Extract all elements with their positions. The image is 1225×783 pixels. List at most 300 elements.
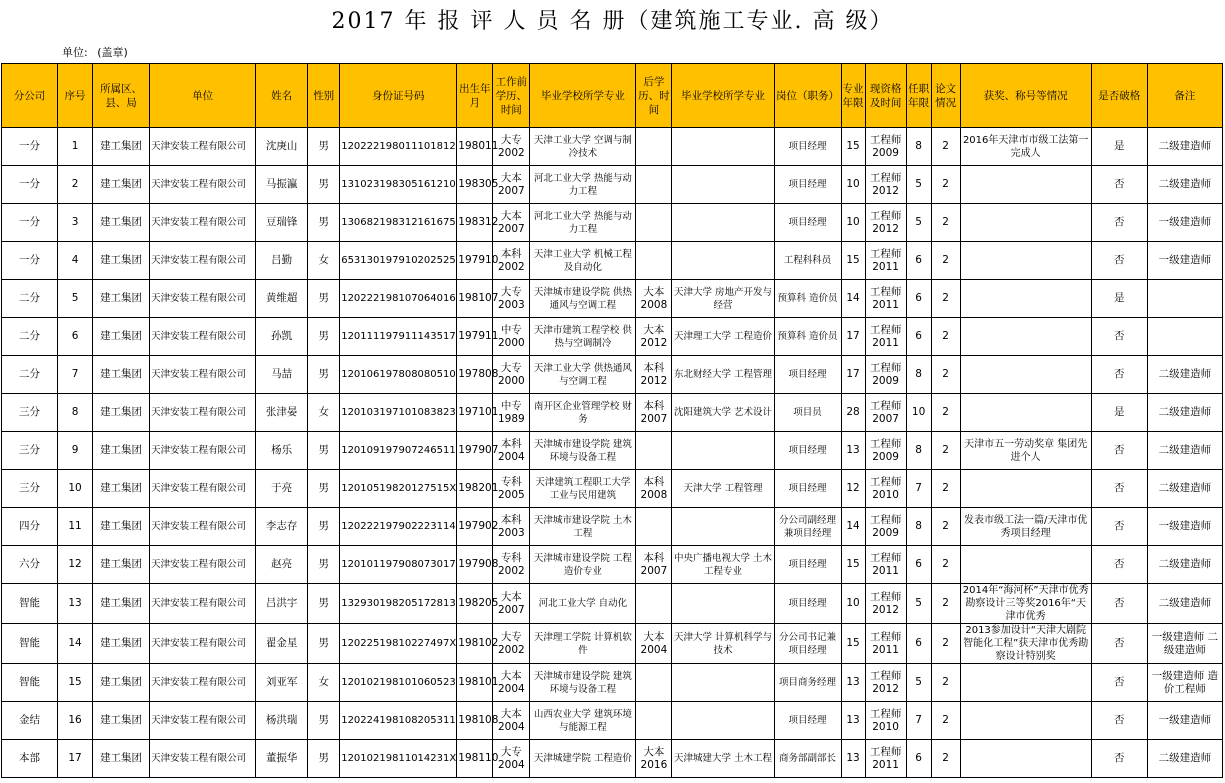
cell-school-major: 天津市建筑工程学校 供热与空调制冷 — [530, 318, 636, 356]
page-title: 2017 年 报 评 人 员 名 册（建筑施工专业. 高 级） — [331, 9, 894, 34]
cell-awards — [960, 356, 1091, 394]
cell-qualification: 工程师 2011 — [865, 546, 906, 584]
cell-branch: 一分 — [2, 166, 58, 204]
cell-tenure: 6 — [906, 546, 931, 584]
cell-papers: 2 — [931, 394, 960, 432]
roster-table — [1, 63, 1223, 778]
cell-papers: 2 — [931, 624, 960, 664]
cell-post-education — [636, 242, 672, 280]
cell-position: 工程科科员 — [774, 242, 841, 280]
cell-exceptional: 否 — [1091, 318, 1147, 356]
cell-position: 分公司书记兼项目经理 — [774, 624, 841, 664]
cell-district: 建工集团 — [93, 356, 150, 394]
cell-school-major: 天津城市建设学院 土木工程 — [530, 508, 636, 546]
cell-exceptional: 否 — [1091, 546, 1147, 584]
cell-pre-education: 中专 2000 — [493, 318, 530, 356]
cell-seq: 17 — [58, 740, 93, 778]
cell-remarks: 一级建造师 — [1147, 242, 1222, 280]
cell-position: 项目经理 — [774, 584, 841, 624]
cell-post-education: 本科 2007 — [636, 394, 672, 432]
cell-qualification: 工程师 2011 — [865, 280, 906, 318]
cell-years: 10 — [841, 584, 865, 624]
cell-id-number: 131023198305161210 — [340, 166, 457, 204]
cell-years: 10 — [841, 204, 865, 242]
cell-seq: 4 — [58, 242, 93, 280]
cell-pre-education: 本科 2002 — [493, 242, 530, 280]
cell-seq: 2 — [58, 166, 93, 204]
cell-district: 建工集团 — [93, 280, 150, 318]
cell-name: 刘亚军 — [256, 664, 308, 702]
cell-school-major: 天津城市建设学院 建筑环境与设备工程 — [530, 432, 636, 470]
cell-post-education — [636, 584, 672, 624]
cell-post-education: 本科 2012 — [636, 356, 672, 394]
cell-awards — [960, 166, 1091, 204]
cell-exceptional: 否 — [1091, 242, 1147, 280]
cell-qualification: 工程师 2009 — [865, 128, 906, 166]
cell-branch: 金结 — [2, 702, 58, 740]
cell-post-education: 本科 2008 — [636, 470, 672, 508]
cell-gender: 男 — [308, 508, 340, 546]
cell-gender: 男 — [308, 280, 340, 318]
cell-birth: 197907 — [457, 432, 493, 470]
cell-pre-education: 中专 1989 — [493, 394, 530, 432]
table-row — [2, 318, 1223, 356]
cell-branch: 二分 — [2, 280, 58, 318]
cell-position: 项目经理 — [774, 432, 841, 470]
cell-position: 项目经理 — [774, 128, 841, 166]
header-post-school-major: 毕业学校所学专业 — [672, 64, 774, 128]
cell-seq: 9 — [58, 432, 93, 470]
cell-seq: 13 — [58, 584, 93, 624]
cell-remarks: 一级建造师 造价工程师 — [1147, 664, 1222, 702]
cell-unit: 天津安装工程有限公司 — [150, 318, 256, 356]
cell-birth: 197908 — [457, 546, 493, 584]
cell-birth: 198305 — [457, 166, 493, 204]
cell-unit: 天津安装工程有限公司 — [150, 470, 256, 508]
table-row — [2, 356, 1223, 394]
cell-years: 13 — [841, 664, 865, 702]
cell-qualification: 工程师 2010 — [865, 470, 906, 508]
cell-name: 马振瀛 — [256, 166, 308, 204]
cell-name: 张津晏 — [256, 394, 308, 432]
cell-school-major: 河北工业大学 热能与动力工程 — [530, 204, 636, 242]
cell-post-school-major — [672, 166, 774, 204]
cell-id-number: 120102198101060523 — [340, 664, 457, 702]
cell-pre-education: 大专 2000 — [493, 356, 530, 394]
cell-district: 建工集团 — [93, 584, 150, 624]
cell-gender: 男 — [308, 166, 340, 204]
cell-papers: 2 — [931, 280, 960, 318]
cell-unit: 天津安装工程有限公司 — [150, 664, 256, 702]
cell-gender: 男 — [308, 740, 340, 778]
cell-post-education: 本科 2007 — [636, 546, 672, 584]
header-papers: 论文情况 — [931, 64, 960, 128]
cell-awards — [960, 546, 1091, 584]
cell-position: 项目经理 — [774, 702, 841, 740]
cell-qualification: 工程师 2011 — [865, 740, 906, 778]
cell-seq: 3 — [58, 204, 93, 242]
cell-qualification: 工程师 2012 — [865, 584, 906, 624]
cell-post-education — [636, 432, 672, 470]
cell-birth: 197101 — [457, 394, 493, 432]
cell-seq: 14 — [58, 624, 93, 664]
cell-gender: 男 — [308, 702, 340, 740]
cell-years: 10 — [841, 166, 865, 204]
cell-name: 吕洪宇 — [256, 584, 308, 624]
cell-seq: 5 — [58, 280, 93, 318]
cell-name: 赵亮 — [256, 546, 308, 584]
cell-post-school-major: 东北财经大学 工程管理 — [672, 356, 774, 394]
cell-gender: 男 — [308, 204, 340, 242]
cell-papers: 2 — [931, 166, 960, 204]
cell-post-school-major — [672, 128, 774, 166]
cell-years: 12 — [841, 470, 865, 508]
cell-post-school-major — [672, 508, 774, 546]
cell-qualification: 工程师 2007 — [865, 394, 906, 432]
cell-id-number: 120224198108205311 — [340, 702, 457, 740]
cell-tenure: 7 — [906, 470, 931, 508]
seal-label: (盖章) — [97, 46, 128, 59]
cell-branch: 四分 — [2, 508, 58, 546]
cell-position: 项目经理 — [774, 470, 841, 508]
cell-post-education — [636, 204, 672, 242]
cell-tenure: 10 — [906, 394, 931, 432]
cell-unit: 天津安装工程有限公司 — [150, 166, 256, 204]
cell-district: 建工集团 — [93, 470, 150, 508]
cell-branch: 智能 — [2, 584, 58, 624]
cell-branch: 三分 — [2, 432, 58, 470]
cell-branch: 智能 — [2, 624, 58, 664]
cell-post-school-major — [672, 204, 774, 242]
cell-position: 项目经理 — [774, 204, 841, 242]
cell-school-major: 天津城建学院 工程造价 — [530, 740, 636, 778]
cell-qualification: 工程师 2009 — [865, 508, 906, 546]
cell-position: 商务部副部长 — [774, 740, 841, 778]
cell-remarks: 二级建造师 — [1147, 546, 1222, 584]
table-row — [2, 664, 1223, 702]
cell-papers: 2 — [931, 508, 960, 546]
table-row — [2, 702, 1223, 740]
cell-position: 项目经理 — [774, 166, 841, 204]
cell-school-major: 天津城市建设学院 供热通风与空调工程 — [530, 280, 636, 318]
cell-qualification: 工程师 2011 — [865, 624, 906, 664]
cell-tenure: 8 — [906, 508, 931, 546]
cell-tenure: 6 — [906, 280, 931, 318]
cell-name: 杨洪瑞 — [256, 702, 308, 740]
cell-pre-education: 大本 2004 — [493, 664, 530, 702]
cell-papers: 2 — [931, 546, 960, 584]
table-row — [2, 242, 1223, 280]
cell-exceptional: 否 — [1091, 664, 1147, 702]
cell-branch: 三分 — [2, 470, 58, 508]
cell-branch: 二分 — [2, 356, 58, 394]
cell-post-school-major: 中央广播电视大学 土木工程专业 — [672, 546, 774, 584]
cell-tenure: 6 — [906, 624, 931, 664]
cell-position: 项目经理 — [774, 356, 841, 394]
cell-remarks: 二级建造师 — [1147, 470, 1222, 508]
cell-district: 建工集团 — [93, 242, 150, 280]
cell-birth: 198102 — [457, 624, 493, 664]
cell-gender: 男 — [308, 624, 340, 664]
table-row — [2, 166, 1223, 204]
header-pre-education: 工作前学历、时间 — [493, 64, 530, 128]
cell-district: 建工集团 — [93, 128, 150, 166]
cell-exceptional: 否 — [1091, 508, 1147, 546]
cell-pre-education: 专科 2002 — [493, 546, 530, 584]
cell-pre-education: 大专 2003 — [493, 280, 530, 318]
cell-years: 13 — [841, 702, 865, 740]
cell-tenure: 5 — [906, 664, 931, 702]
cell-gender: 男 — [308, 584, 340, 624]
cell-post-education: 大本 2016 — [636, 740, 672, 778]
cell-seq: 8 — [58, 394, 93, 432]
cell-years: 14 — [841, 508, 865, 546]
cell-papers: 2 — [931, 356, 960, 394]
cell-school-major: 河北工业大学 自动化 — [530, 584, 636, 624]
cell-exceptional: 否 — [1091, 740, 1147, 778]
table-row — [2, 128, 1223, 166]
cell-id-number: 653130197910202525 — [340, 242, 457, 280]
cell-qualification: 工程师 2011 — [865, 242, 906, 280]
cell-seq: 1 — [58, 128, 93, 166]
header-position: 岗位（职务） — [774, 64, 841, 128]
cell-exceptional: 否 — [1091, 204, 1147, 242]
cell-pre-education: 大专 2004 — [493, 740, 530, 778]
cell-years: 13 — [841, 432, 865, 470]
cell-remarks: 一级建造师 — [1147, 702, 1222, 740]
table-row — [2, 394, 1223, 432]
cell-birth: 197910 — [457, 242, 493, 280]
cell-years: 28 — [841, 394, 865, 432]
cell-post-education — [636, 702, 672, 740]
cell-qualification: 工程师 2009 — [865, 356, 906, 394]
cell-name: 董振华 — [256, 740, 308, 778]
cell-gender: 男 — [308, 128, 340, 166]
cell-tenure: 7 — [906, 702, 931, 740]
header-awards: 获奖、称号等情况 — [960, 64, 1091, 128]
cell-birth: 198108 — [457, 702, 493, 740]
cell-pre-education: 大专 2002 — [493, 128, 530, 166]
cell-name: 马喆 — [256, 356, 308, 394]
cell-name: 李志存 — [256, 508, 308, 546]
cell-pre-education: 大本 2007 — [493, 584, 530, 624]
cell-unit: 天津安装工程有限公司 — [150, 624, 256, 664]
cell-exceptional: 否 — [1091, 584, 1147, 624]
cell-school-major: 天津建筑工程职工大学 工业与民用建筑 — [530, 470, 636, 508]
cell-gender: 男 — [308, 318, 340, 356]
cell-birth: 198312 — [457, 204, 493, 242]
cell-district: 建工集团 — [93, 740, 150, 778]
cell-years: 15 — [841, 128, 865, 166]
cell-unit: 天津安装工程有限公司 — [150, 546, 256, 584]
cell-pre-education: 大本 2007 — [493, 166, 530, 204]
cell-awards — [960, 318, 1091, 356]
cell-birth: 198101 — [457, 664, 493, 702]
cell-awards: 2014年“海河杯”天津市优秀勘察设计三等奖2016年“天津市优秀 — [960, 584, 1091, 624]
cell-exceptional: 是 — [1091, 394, 1147, 432]
table-row — [2, 204, 1223, 242]
cell-remarks — [1147, 280, 1222, 318]
cell-remarks: 一级建造师 — [1147, 508, 1222, 546]
cell-name: 吕勤 — [256, 242, 308, 280]
cell-id-number: 120103197101083823 — [340, 394, 457, 432]
cell-years: 15 — [841, 242, 865, 280]
cell-papers: 2 — [931, 242, 960, 280]
cell-gender: 男 — [308, 356, 340, 394]
cell-post-school-major: 天津理工大学 工程造价 — [672, 318, 774, 356]
cell-remarks: 二级建造师 — [1147, 584, 1222, 624]
cell-remarks: 一级建造师 二级建造师 — [1147, 624, 1222, 664]
cell-post-education — [636, 128, 672, 166]
cell-school-major: 河北工业大学 热能与动力工程 — [530, 166, 636, 204]
cell-papers: 2 — [931, 318, 960, 356]
cell-post-school-major — [672, 702, 774, 740]
cell-birth: 198110 — [457, 740, 493, 778]
cell-awards — [960, 702, 1091, 740]
cell-id-number: 120111197911143517 — [340, 318, 457, 356]
cell-position: 分公司副经理兼项目经理 — [774, 508, 841, 546]
cell-branch: 一分 — [2, 242, 58, 280]
table-row — [2, 280, 1223, 318]
cell-papers: 2 — [931, 584, 960, 624]
cell-papers: 2 — [931, 470, 960, 508]
cell-qualification: 工程师 2012 — [865, 204, 906, 242]
cell-years: 13 — [841, 740, 865, 778]
cell-school-major: 天津理工学院 计算机软件 — [530, 624, 636, 664]
table-row — [2, 740, 1223, 778]
cell-tenure: 6 — [906, 318, 931, 356]
cell-tenure: 5 — [906, 204, 931, 242]
table-row — [2, 584, 1223, 624]
cell-birth: 198201 — [457, 470, 493, 508]
cell-seq: 12 — [58, 546, 93, 584]
cell-school-major: 南开区企业管理学校 财务 — [530, 394, 636, 432]
cell-tenure: 8 — [906, 128, 931, 166]
cell-seq: 6 — [58, 318, 93, 356]
header-remarks: 备注 — [1147, 64, 1222, 128]
cell-school-major: 天津城市建设学院 工程造价专业 — [530, 546, 636, 584]
cell-exceptional: 否 — [1091, 166, 1147, 204]
cell-id-number: 120106197808080510 — [340, 356, 457, 394]
cell-name: 豆瑞锋 — [256, 204, 308, 242]
header-district: 所属区、县、局 — [93, 64, 150, 128]
cell-years: 14 — [841, 280, 865, 318]
cell-school-major: 天津工业大学 机械工程及自动化 — [530, 242, 636, 280]
cell-unit: 天津安装工程有限公司 — [150, 204, 256, 242]
cell-awards: 2013参加设计“天津大剧院智能化工程”获天津市优秀勘察设计特别奖 — [960, 624, 1091, 664]
cell-unit: 天津安装工程有限公司 — [150, 702, 256, 740]
cell-position: 项目员 — [774, 394, 841, 432]
cell-name: 沈庚山 — [256, 128, 308, 166]
cell-remarks — [1147, 318, 1222, 356]
header-row — [2, 64, 1223, 128]
cell-awards — [960, 204, 1091, 242]
cell-id-number: 12010519820127515X — [340, 470, 457, 508]
cell-gender: 女 — [308, 394, 340, 432]
cell-gender: 男 — [308, 546, 340, 584]
header-seq: 序号 — [58, 64, 93, 128]
cell-seq: 15 — [58, 664, 93, 702]
table-row — [2, 624, 1223, 664]
cell-awards: 天津市五一劳动奖章 集团先进个人 — [960, 432, 1091, 470]
cell-district: 建工集团 — [93, 624, 150, 664]
cell-branch: 智能 — [2, 664, 58, 702]
cell-post-school-major: 天津大学 房地产开发与经营 — [672, 280, 774, 318]
cell-branch: 三分 — [2, 394, 58, 432]
cell-post-school-major — [672, 242, 774, 280]
cell-birth: 197902 — [457, 508, 493, 546]
unit-line — [62, 44, 134, 60]
cell-seq: 10 — [58, 470, 93, 508]
cell-awards: 2016年天津市市级工法第一完成人 — [960, 128, 1091, 166]
cell-qualification: 工程师 2012 — [865, 664, 906, 702]
cell-tenure: 5 — [906, 584, 931, 624]
cell-name: 黄维超 — [256, 280, 308, 318]
cell-remarks: 二级建造师 — [1147, 432, 1222, 470]
cell-post-school-major — [672, 432, 774, 470]
cell-district: 建工集团 — [93, 394, 150, 432]
cell-exceptional: 否 — [1091, 356, 1147, 394]
cell-post-education: 大本 2008 — [636, 280, 672, 318]
cell-awards — [960, 242, 1091, 280]
cell-district: 建工集团 — [93, 166, 150, 204]
cell-exceptional: 否 — [1091, 702, 1147, 740]
cell-pre-education: 本科 2003 — [493, 508, 530, 546]
cell-tenure: 6 — [906, 740, 931, 778]
header-unit: 单位 — [150, 64, 256, 128]
cell-position: 项目经理 — [774, 546, 841, 584]
cell-district: 建工集团 — [93, 204, 150, 242]
table-row — [2, 508, 1223, 546]
header-tenure: 任职年限 — [906, 64, 931, 128]
cell-unit: 天津安装工程有限公司 — [150, 356, 256, 394]
cell-years: 15 — [841, 546, 865, 584]
cell-post-school-major: 天津大学 计算机科学与技术 — [672, 624, 774, 664]
cell-papers: 2 — [931, 128, 960, 166]
cell-papers: 2 — [931, 664, 960, 702]
cell-district: 建工集团 — [93, 664, 150, 702]
cell-exceptional: 是 — [1091, 280, 1147, 318]
cell-pre-education: 大专 2002 — [493, 624, 530, 664]
cell-pre-education: 大本 2007 — [493, 204, 530, 242]
cell-qualification: 工程师 2011 — [865, 318, 906, 356]
cell-exceptional: 是 — [1091, 128, 1147, 166]
cell-unit: 天津安装工程有限公司 — [150, 242, 256, 280]
cell-name: 翟金星 — [256, 624, 308, 664]
cell-pre-education: 本科 2004 — [493, 432, 530, 470]
header-school-major: 毕业学校所学专业 — [530, 64, 636, 128]
cell-qualification: 工程师 2012 — [865, 166, 906, 204]
cell-awards — [960, 740, 1091, 778]
cell-position: 项目商务经理 — [774, 664, 841, 702]
cell-unit: 天津安装工程有限公司 — [150, 432, 256, 470]
cell-tenure: 8 — [906, 432, 931, 470]
cell-post-education — [636, 508, 672, 546]
header-qualification: 现资格及时间 — [865, 64, 906, 128]
unit-label: 单位: — [62, 46, 88, 59]
header-id-number: 身份证号码 — [340, 64, 457, 128]
cell-awards — [960, 664, 1091, 702]
cell-name: 杨乐 — [256, 432, 308, 470]
table-row — [2, 470, 1223, 508]
header-birth: 出生年月 — [457, 64, 493, 128]
cell-gender: 女 — [308, 242, 340, 280]
cell-tenure: 5 — [906, 166, 931, 204]
cell-branch: 六分 — [2, 546, 58, 584]
header-years: 专业年限 — [841, 64, 865, 128]
header-gender: 性别 — [308, 64, 340, 128]
cell-gender: 男 — [308, 470, 340, 508]
